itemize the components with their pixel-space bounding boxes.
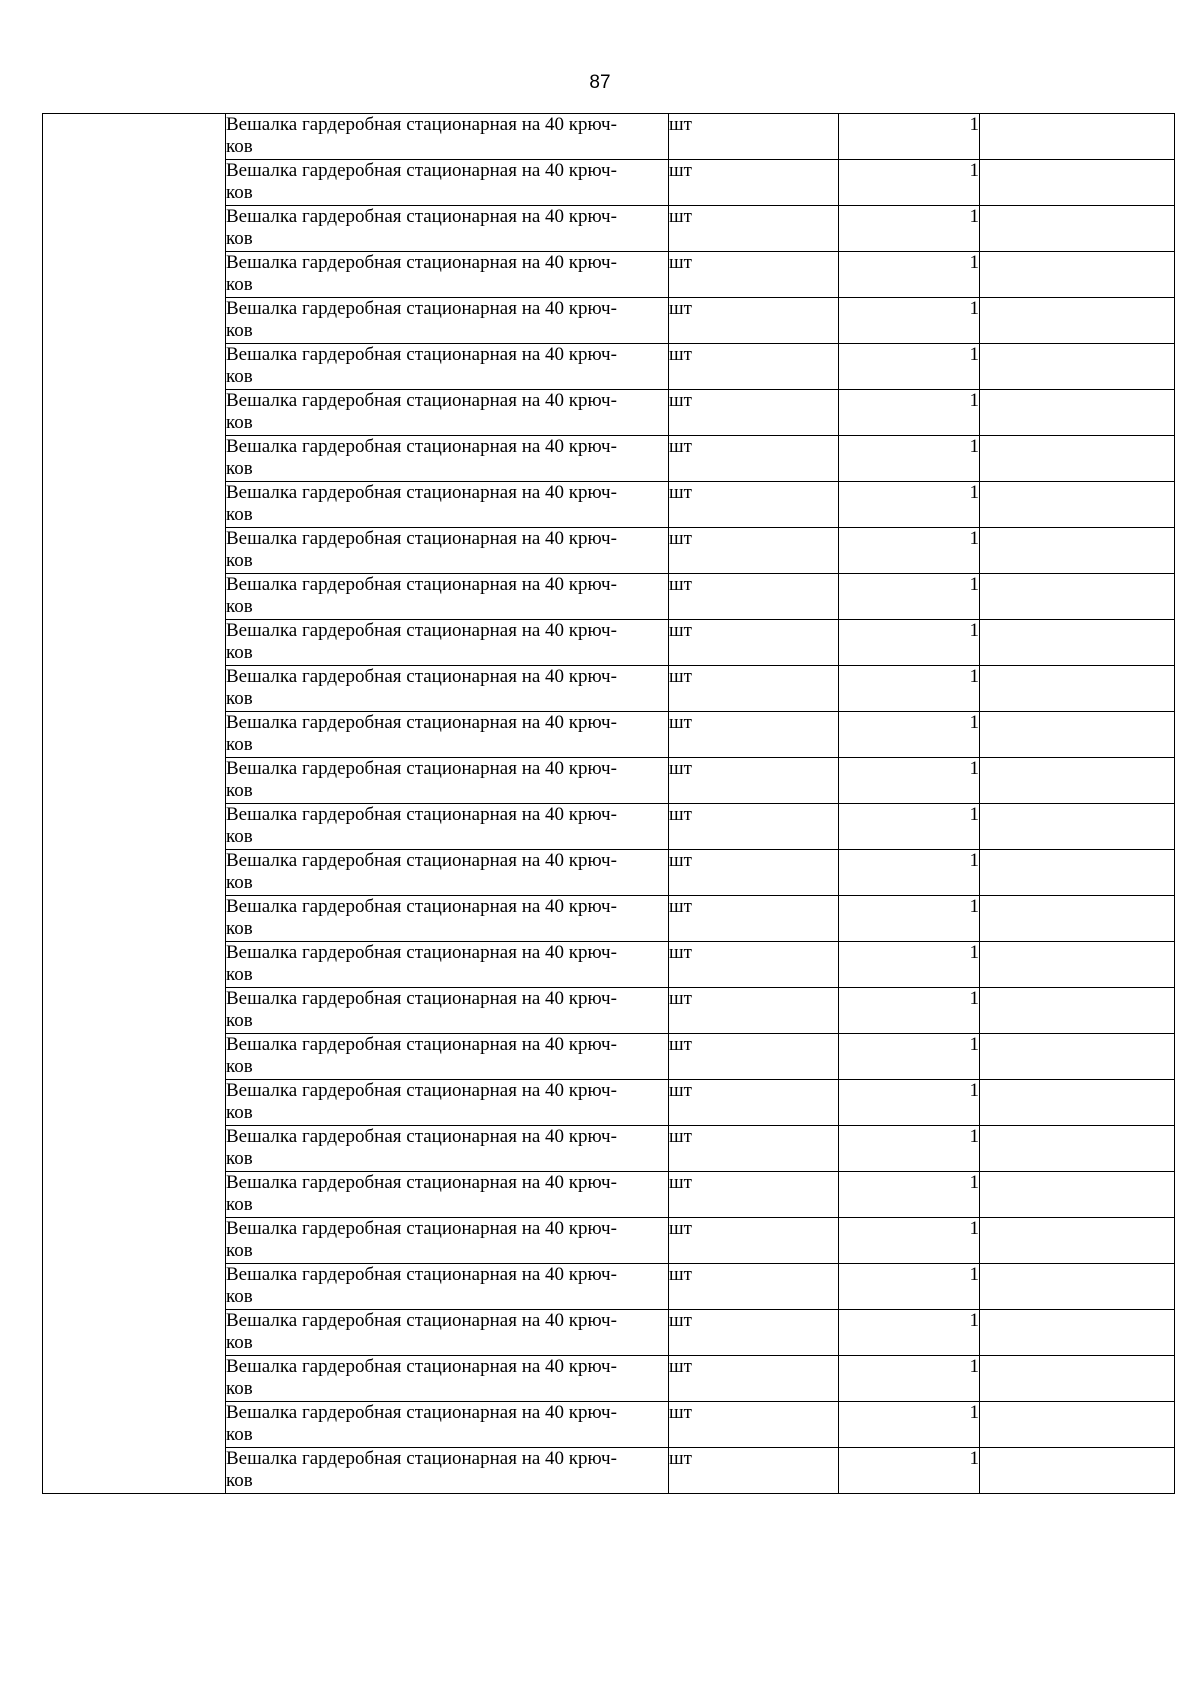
item-name-line2: ков bbox=[226, 642, 253, 663]
unit-cell: шт bbox=[669, 1264, 839, 1310]
item-name-cell bbox=[226, 666, 669, 712]
item-name-cell bbox=[226, 436, 669, 482]
item-name-line1: Вешалка гардеробная стационарная на 40 крюч- bbox=[226, 298, 617, 319]
item-name-line1: Вешалка гардеробная стационарная на 40 крюч- bbox=[226, 1402, 617, 1423]
note-cell bbox=[980, 988, 1175, 1034]
item-name-line2: ков bbox=[226, 1102, 253, 1123]
quantity-cell: 1 bbox=[839, 1402, 980, 1448]
item-name-line1: Вешалка гардеробная стационарная на 40 крюч- bbox=[226, 896, 617, 917]
table-row bbox=[43, 114, 1175, 160]
item-name-line1: Вешалка гардеробная стационарная на 40 крюч- bbox=[226, 988, 617, 1009]
unit-cell: шт bbox=[669, 666, 839, 712]
quantity-cell: 1 bbox=[839, 1080, 980, 1126]
item-name-cell bbox=[226, 758, 669, 804]
item-name-cell bbox=[226, 1126, 669, 1172]
quantity-cell: 1 bbox=[839, 1172, 980, 1218]
item-name-line1: Вешалка гардеробная стационарная на 40 крюч- bbox=[226, 1310, 617, 1331]
unit-cell: шт bbox=[669, 1402, 839, 1448]
item-name-line2: ков bbox=[226, 1332, 253, 1353]
item-name-line2: ков bbox=[226, 1240, 253, 1261]
unit-cell: шт bbox=[669, 942, 839, 988]
item-name-line1: Вешалка гардеробная стационарная на 40 крюч- bbox=[226, 850, 617, 871]
quantity-cell: 1 bbox=[839, 666, 980, 712]
item-name-cell bbox=[226, 620, 669, 666]
quantity-cell: 1 bbox=[839, 528, 980, 574]
item-name-cell bbox=[226, 252, 669, 298]
item-name-line1: Вешалка гардеробная стационарная на 40 крюч- bbox=[226, 114, 617, 135]
note-cell bbox=[980, 482, 1175, 528]
unit-cell: шт bbox=[669, 160, 839, 206]
unit-cell: шт bbox=[669, 1218, 839, 1264]
unit-cell: шт bbox=[669, 620, 839, 666]
item-name-line2: ков bbox=[226, 872, 253, 893]
item-name-line1: Вешалка гардеробная стационарная на 40 крюч- bbox=[226, 390, 617, 411]
note-cell bbox=[980, 528, 1175, 574]
item-name-cell bbox=[226, 344, 669, 390]
item-name-line1: Вешалка гардеробная стационарная на 40 крюч- bbox=[226, 528, 617, 549]
note-cell bbox=[980, 850, 1175, 896]
item-name-line2: ков bbox=[226, 1148, 253, 1169]
unit-cell: шт bbox=[669, 206, 839, 252]
note-cell bbox=[980, 1218, 1175, 1264]
item-name-line1: Вешалка гардеробная стационарная на 40 крюч- bbox=[226, 1172, 617, 1193]
item-name-line1: Вешалка гардеробная стационарная на 40 крюч- bbox=[226, 942, 617, 963]
item-name-cell bbox=[226, 1264, 669, 1310]
item-name-line1: Вешалка гардеробная стационарная на 40 крюч- bbox=[226, 1126, 617, 1147]
item-name-line2: ков bbox=[226, 1056, 253, 1077]
item-name-cell bbox=[226, 942, 669, 988]
item-name-cell bbox=[226, 1310, 669, 1356]
quantity-cell: 1 bbox=[839, 1356, 980, 1402]
unit-cell: шт bbox=[669, 528, 839, 574]
item-name-line2: ков bbox=[226, 228, 253, 249]
item-name-cell bbox=[226, 1356, 669, 1402]
item-name-line2: ков bbox=[226, 550, 253, 571]
quantity-cell: 1 bbox=[839, 1218, 980, 1264]
unit-cell: шт bbox=[669, 1448, 839, 1494]
item-name-line2: ков bbox=[226, 1470, 253, 1491]
unit-cell: шт bbox=[669, 574, 839, 620]
item-name-line2: ков bbox=[226, 320, 253, 341]
quantity-cell: 1 bbox=[839, 436, 980, 482]
unit-cell: шт bbox=[669, 482, 839, 528]
item-name-cell bbox=[226, 1218, 669, 1264]
unit-cell: шт bbox=[669, 1172, 839, 1218]
quantity-cell: 1 bbox=[839, 988, 980, 1034]
item-name-line2: ков bbox=[226, 1378, 253, 1399]
quantity-cell: 1 bbox=[839, 1264, 980, 1310]
item-name-cell bbox=[226, 804, 669, 850]
item-name-line2: ков bbox=[226, 366, 253, 387]
item-name-line1: Вешалка гардеробная стационарная на 40 крюч- bbox=[226, 758, 617, 779]
item-name-line1: Вешалка гардеробная стационарная на 40 крюч- bbox=[226, 666, 617, 687]
note-cell bbox=[980, 1310, 1175, 1356]
item-name-line2: ков bbox=[226, 412, 253, 433]
item-name-line2: ков bbox=[226, 182, 253, 203]
quantity-cell: 1 bbox=[839, 942, 980, 988]
item-name-line2: ков bbox=[226, 918, 253, 939]
item-name-line1: Вешалка гардеробная стационарная на 40 крюч- bbox=[226, 160, 617, 181]
item-name-line1: Вешалка гардеробная стационарная на 40 крюч- bbox=[226, 1356, 617, 1377]
quantity-cell: 1 bbox=[839, 206, 980, 252]
quantity-cell: 1 bbox=[839, 1448, 980, 1494]
item-name-line2: ков bbox=[226, 458, 253, 479]
item-name-cell bbox=[226, 1034, 669, 1080]
item-name-line1: Вешалка гардеробная стационарная на 40 крюч- bbox=[226, 620, 617, 641]
unit-cell: шт bbox=[669, 436, 839, 482]
note-cell bbox=[980, 1264, 1175, 1310]
unit-cell: шт bbox=[669, 758, 839, 804]
unit-cell: шт bbox=[669, 344, 839, 390]
group-cell bbox=[43, 114, 226, 1494]
quantity-cell: 1 bbox=[839, 252, 980, 298]
quantity-cell: 1 bbox=[839, 574, 980, 620]
note-cell bbox=[980, 1356, 1175, 1402]
note-cell bbox=[980, 436, 1175, 482]
item-name-cell bbox=[226, 390, 669, 436]
item-name-line2: ков bbox=[226, 780, 253, 801]
item-name-cell bbox=[226, 712, 669, 758]
item-name-line2: ков bbox=[226, 826, 253, 847]
note-cell bbox=[980, 344, 1175, 390]
unit-cell: шт bbox=[669, 114, 839, 160]
note-cell bbox=[980, 896, 1175, 942]
items-table bbox=[42, 113, 1175, 1494]
quantity-cell: 1 bbox=[839, 114, 980, 160]
item-name-cell bbox=[226, 528, 669, 574]
item-name-cell bbox=[226, 482, 669, 528]
item-name-cell bbox=[226, 1402, 669, 1448]
item-name-line1: Вешалка гардеробная стационарная на 40 крюч- bbox=[226, 344, 617, 365]
unit-cell: шт bbox=[669, 1310, 839, 1356]
quantity-cell: 1 bbox=[839, 344, 980, 390]
item-name-line2: ков bbox=[226, 1194, 253, 1215]
quantity-cell: 1 bbox=[839, 160, 980, 206]
item-name-cell bbox=[226, 1080, 669, 1126]
item-name-line2: ков bbox=[226, 688, 253, 709]
note-cell bbox=[980, 252, 1175, 298]
item-name-cell bbox=[226, 896, 669, 942]
item-name-cell bbox=[226, 988, 669, 1034]
item-name-cell bbox=[226, 1172, 669, 1218]
note-cell bbox=[980, 206, 1175, 252]
quantity-cell: 1 bbox=[839, 896, 980, 942]
item-name-line2: ков bbox=[226, 274, 253, 295]
quantity-cell: 1 bbox=[839, 1126, 980, 1172]
item-name-line1: Вешалка гардеробная стационарная на 40 крюч- bbox=[226, 574, 617, 595]
unit-cell: шт bbox=[669, 298, 839, 344]
quantity-cell: 1 bbox=[839, 390, 980, 436]
items-table-body bbox=[43, 114, 1175, 1494]
item-name-line1: Вешалка гардеробная стационарная на 40 крюч- bbox=[226, 206, 617, 227]
item-name-cell bbox=[226, 298, 669, 344]
note-cell bbox=[980, 666, 1175, 712]
note-cell bbox=[980, 574, 1175, 620]
item-name-line1: Вешалка гардеробная стационарная на 40 крюч- bbox=[226, 712, 617, 733]
quantity-cell: 1 bbox=[839, 712, 980, 758]
note-cell bbox=[980, 942, 1175, 988]
note-cell bbox=[980, 298, 1175, 344]
unit-cell: шт bbox=[669, 1356, 839, 1402]
note-cell bbox=[980, 620, 1175, 666]
item-name-cell bbox=[226, 206, 669, 252]
unit-cell: шт bbox=[669, 390, 839, 436]
note-cell bbox=[980, 1080, 1175, 1126]
quantity-cell: 1 bbox=[839, 298, 980, 344]
item-name-line2: ков bbox=[226, 964, 253, 985]
unit-cell: шт bbox=[669, 712, 839, 758]
unit-cell: шт bbox=[669, 1034, 839, 1080]
quantity-cell: 1 bbox=[839, 804, 980, 850]
item-name-line1: Вешалка гардеробная стационарная на 40 крюч- bbox=[226, 1448, 617, 1469]
unit-cell: шт bbox=[669, 896, 839, 942]
unit-cell: шт bbox=[669, 252, 839, 298]
unit-cell: шт bbox=[669, 988, 839, 1034]
item-name-line1: Вешалка гардеробная стационарная на 40 крюч- bbox=[226, 1218, 617, 1239]
quantity-cell: 1 bbox=[839, 758, 980, 804]
item-name-line2: ков bbox=[226, 734, 253, 755]
item-name-cell bbox=[226, 850, 669, 896]
note-cell bbox=[980, 1402, 1175, 1448]
item-name-line2: ков bbox=[226, 596, 253, 617]
unit-cell: шт bbox=[669, 804, 839, 850]
unit-cell: шт bbox=[669, 1126, 839, 1172]
item-name-line1: Вешалка гардеробная стационарная на 40 крюч- bbox=[226, 804, 617, 825]
note-cell bbox=[980, 712, 1175, 758]
note-cell bbox=[980, 114, 1175, 160]
item-name-line1: Вешалка гардеробная стационарная на 40 крюч- bbox=[226, 1034, 617, 1055]
item-name-line2: ков bbox=[226, 136, 253, 157]
quantity-cell: 1 bbox=[839, 850, 980, 896]
item-name-line2: ков bbox=[226, 1424, 253, 1445]
page-number: 87 bbox=[589, 72, 611, 93]
item-name-line1: Вешалка гардеробная стационарная на 40 крюч- bbox=[226, 436, 617, 457]
note-cell bbox=[980, 1172, 1175, 1218]
note-cell bbox=[980, 758, 1175, 804]
item-name-cell bbox=[226, 1448, 669, 1494]
item-name-line1: Вешалка гардеробная стационарная на 40 крюч- bbox=[226, 252, 617, 273]
item-name-line1: Вешалка гардеробная стационарная на 40 крюч- bbox=[226, 482, 617, 503]
note-cell bbox=[980, 160, 1175, 206]
note-cell bbox=[980, 1448, 1175, 1494]
item-name-line2: ков bbox=[226, 1286, 253, 1307]
note-cell bbox=[980, 1126, 1175, 1172]
item-name-line1: Вешалка гардеробная стационарная на 40 крюч- bbox=[226, 1264, 617, 1285]
item-name-cell bbox=[226, 114, 669, 160]
quantity-cell: 1 bbox=[839, 482, 980, 528]
unit-cell: шт bbox=[669, 1080, 839, 1126]
note-cell bbox=[980, 804, 1175, 850]
quantity-cell: 1 bbox=[839, 1034, 980, 1080]
item-name-line2: ков bbox=[226, 1010, 253, 1031]
item-name-line1: Вешалка гардеробная стационарная на 40 крюч- bbox=[226, 1080, 617, 1101]
item-name-cell bbox=[226, 160, 669, 206]
note-cell bbox=[980, 1034, 1175, 1080]
note-cell bbox=[980, 390, 1175, 436]
item-name-cell bbox=[226, 574, 669, 620]
item-name-line2: ков bbox=[226, 504, 253, 525]
quantity-cell: 1 bbox=[839, 620, 980, 666]
unit-cell: шт bbox=[669, 850, 839, 896]
quantity-cell: 1 bbox=[839, 1310, 980, 1356]
